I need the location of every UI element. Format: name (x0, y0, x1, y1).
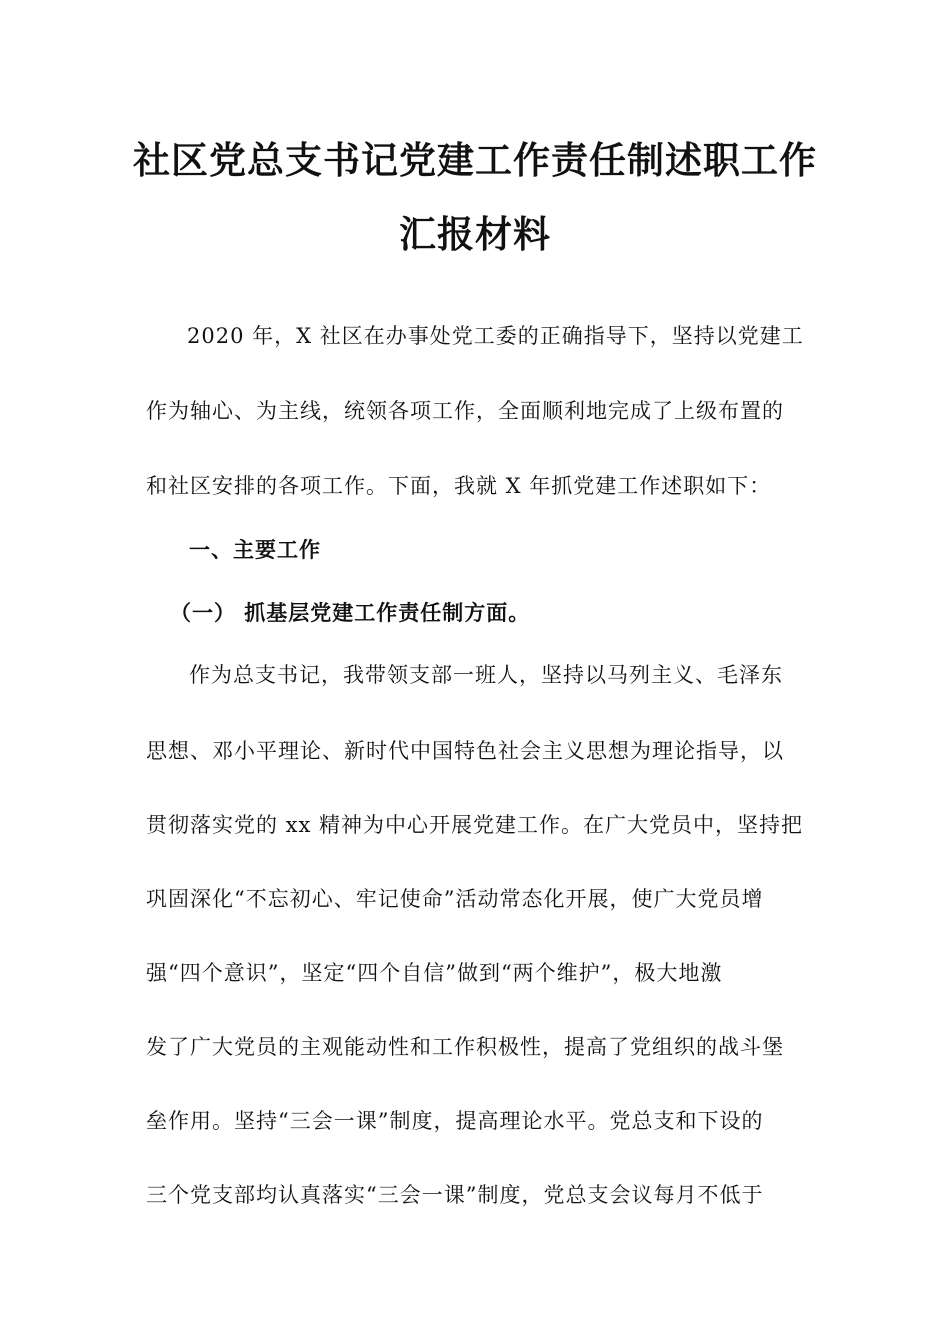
section-heading-main-work: 一、主要工作 (189, 537, 321, 562)
body-line-6: 发了广大党员的主观能动性和工作积极性，提高了党组织的战斗堡 (146, 1035, 784, 1059)
body-line-1: 作为总支书记，我带领支部一班人，坚持以马列主义、毛泽东 (189, 663, 783, 687)
document-title-line-1: 社区党总支书记党建工作责任制述职工作 (133, 138, 817, 182)
intro-line-2: 作为轴心、为主线，统领各项工作，全面顺利地完成了上级布置的 (146, 399, 784, 423)
body-line-3: 贯彻落实党的 xx 精神为中心开展党建工作。在广大党员中，坚持把 (146, 813, 804, 837)
intro-line-1: 2020 年，X 社区在办事处党工委的正确指导下，坚持以党建工 (187, 324, 804, 348)
body-line-5: 强“四个意识”，坚定“四个自信”做到“两个维护”，极大地激 (146, 961, 723, 985)
body-line-4: 巩固深化“不忘初心、牢记使命”活动常态化开展，使广大党员增 (146, 887, 764, 911)
body-line-8: 三个党支部均认真落实“三会一课”制度，党总支会议每月不低于 (146, 1183, 764, 1207)
body-line-7: 垒作用。坚持“三会一课”制度，提高理论水平。党总支和下设的 (146, 1109, 764, 1133)
subsection-heading-responsibility: （一） 抓基层党建工作责任制方面。 (170, 600, 531, 625)
intro-line-3: 和社区安排的各项工作。下面，我就 X 年抓党建工作述职如下： (146, 474, 772, 498)
document-title-line-2: 汇报材料 (399, 212, 551, 256)
body-line-2: 思想、邓小平理论、新时代中国特色社会主义思想为理论指导，以 (146, 739, 784, 763)
